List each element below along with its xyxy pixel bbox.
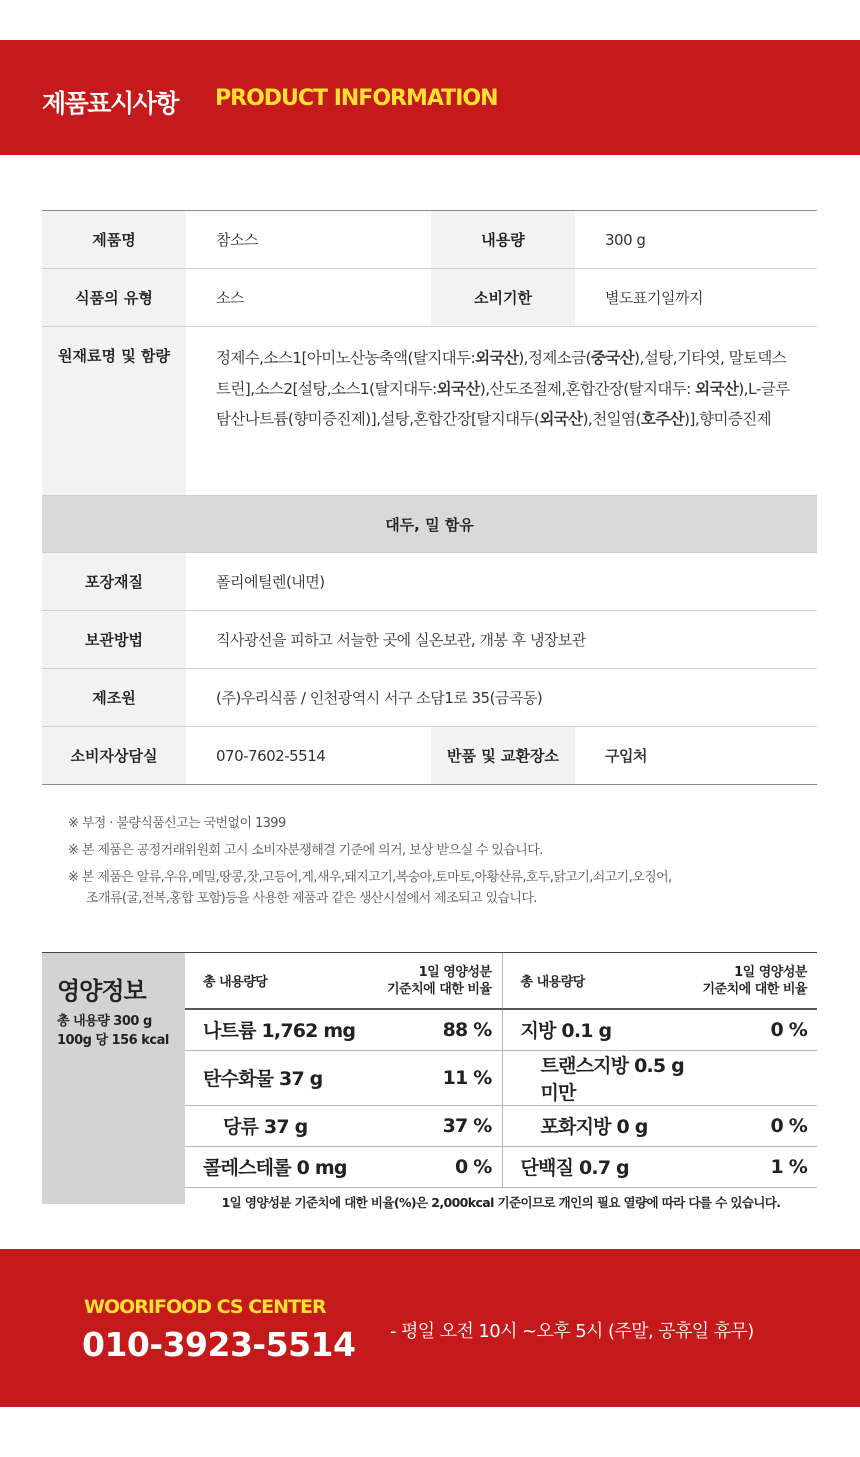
packaging-label: 포장재질 xyxy=(42,553,186,611)
nutrition-footnote-row xyxy=(185,1187,817,1217)
expiry-value: 별도표기일까지 xyxy=(575,269,817,327)
product-name-label: 제품명 xyxy=(42,211,186,269)
product-name-value: 참소스 xyxy=(186,211,431,269)
cs-hours: - 평일 오전 10시 ~오후 5시 (주말, 공휴일 휴무) xyxy=(390,1321,754,1342)
nutrition-facts xyxy=(42,952,817,1211)
table-row xyxy=(42,496,817,553)
packaging-value: 폴리에틸렌(내면) xyxy=(186,553,817,611)
notice-compensation: ※ 본 제품은 공정거래위원회 고시 소비자분쟁해결 기준에 의거, 보상 받으실 수 있습니다. xyxy=(68,843,543,858)
ingredients-label: 원재료명 및 함량 xyxy=(42,327,186,496)
header-title-en: PRODUCT INFORMATION xyxy=(215,86,498,111)
storage-value: 직사광선을 피하고 서늘한 곳에 실온보관, 개봉 후 냉장보관 xyxy=(186,611,817,669)
table-row xyxy=(42,553,817,611)
nutrition-total: 총 내용량 300 g 100g 당 156 kcal xyxy=(57,1014,169,1048)
header-banner xyxy=(0,40,860,155)
cs-phone-number: 010-3923-5514 xyxy=(82,1325,356,1364)
consumer-phone: 070-7602-5514 xyxy=(186,727,431,785)
nutrition-header: 총 내용량당 1일 영양성분 기준치에 대한 비율 총 내용량당 1일 영양성분 기준치에 대한 비율 xyxy=(185,953,817,1009)
table-row xyxy=(42,327,817,496)
table-row xyxy=(42,211,817,269)
return-place-label: 반품 및 교환장소 xyxy=(431,727,575,785)
table-row xyxy=(42,611,817,669)
allergy-notice: 대두, 밀 함유 xyxy=(42,496,817,553)
notice-list xyxy=(68,810,672,909)
volume-value: 300 g xyxy=(575,211,817,269)
manufacturer-label: 제조원 xyxy=(42,669,186,727)
food-type-value: 소스 xyxy=(186,269,431,327)
cs-center-title: WOORIFOOD CS CENTER xyxy=(84,1296,326,1318)
expiry-label: 소비기한 xyxy=(431,269,575,327)
product-info-table xyxy=(42,210,817,785)
notice-report: ※ 부정 · 불량식품신고는 국번없이 1399 xyxy=(68,816,286,831)
table-row xyxy=(42,269,817,327)
notice-allergen: ※ 본 제품은 알류,우유,메밀,땅콩,잣,고등어,게,새우,돼지고기,복숭아,토마토,아황산류,호두,닭고기,쇠고기,오징어, 조개류(굴,전복,홍합 포함)등을 사용한 제품과 같은 생산시설에서 제조되고 있습니다. xyxy=(68,870,672,906)
nutrition-row: 탄수화물 37 g 11 % 트랜스지방 0.5 g 미만 xyxy=(185,1050,817,1105)
table-row xyxy=(42,669,817,727)
nutrition-title: 영양정보 xyxy=(57,977,146,1005)
footer-cs-banner xyxy=(0,1249,860,1407)
nutrition-row: 콜레스테롤 0 mg 0 % 단백질 0.7 g 1 % xyxy=(185,1146,817,1187)
consumer-center-label: 소비자상담실 xyxy=(42,727,186,785)
table-row xyxy=(42,727,817,785)
food-type-label: 식품의 유형 xyxy=(42,269,186,327)
nutrition-footnote: 1일 영양성분 기준치에 대한 비율(%)은 2,000kcal 기준이므로 개인의 필요 열량에 따라 다를 수 있습니다. xyxy=(221,1195,781,1211)
storage-label: 보관방법 xyxy=(42,611,186,669)
manufacturer-value: (주)우리식품 / 인천광역시 서구 소담1로 35(금곡동) xyxy=(186,669,817,727)
nutrition-summary xyxy=(42,953,185,1204)
nutrition-table xyxy=(185,953,817,1217)
nutrition-row: 당류 37 g 37 % 포화지방 0 g 0 % xyxy=(185,1105,817,1146)
return-place-value: 구입처 xyxy=(575,727,817,785)
ingredients-value: 정제수,소스1[아미노산농축액(탈지대두:외국산),정제소금(중국산),설탕,기타엿, 말토덱스트린],소스2[설탕,소스1(탈지대두:외국산),산도조절제,혼합간장(탈지대두: 외국산),L-글루탐산나트륨(향미증진제)],설탕,혼합간장[탈지대두(외국산),천일염(호주산)],향미증진제 xyxy=(186,327,817,496)
volume-label: 내용량 xyxy=(431,211,575,269)
nutrition-row: 나트륨 1,762 mg 88 % 지방 0.1 g 0 % xyxy=(185,1009,817,1050)
header-title-kr: 제품표시사항 xyxy=(42,89,178,118)
